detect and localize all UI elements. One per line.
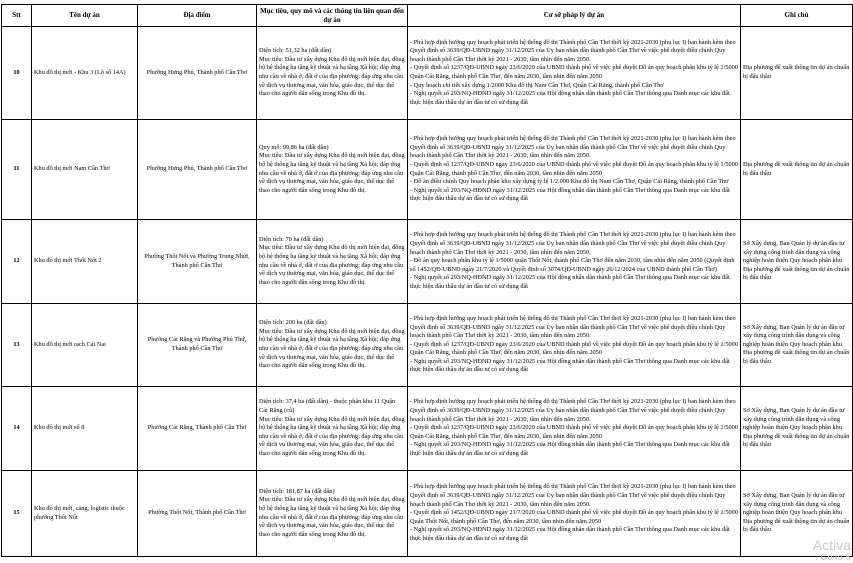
cell-location: Phường Cái Răng, Thành phố Cần Thơ: [138, 387, 257, 471]
header-objectives: Mục tiêu, quy mô và các thông tin liên quan đến dự án: [257, 5, 408, 27]
cell-project-name: Khu đô thị mới rạch Cái Nai: [32, 304, 138, 387]
cell-project-name: Khu đô thị mới Nam Cần Thơ: [32, 120, 138, 220]
project-table: [1, 4, 853, 557]
cell-objectives: Diện tích: 37,4 ha (đất dân) - thuộc phân khu 11 Quận Cái Răng (cũ) Mục tiêu: Đầu tư xây dựng Khu đô thị mới hiện đại, đồng bộ hệ thống hạ tầng kỹ thuật và hạ tầng Xã hội; đáp ứng nhu cầu về nhà ở, đất ở của địa phương; đáp ứng nhu cầu về dịch vụ thương mại, văn hóa, giáo dục, thể dục thể thao cho người dân sống trong Khu đô thị.: [257, 387, 408, 471]
table-row: [2, 387, 853, 471]
cell-objectives: Diện tích: 70 ha (đất dân) Mục tiêu: Đầu tư xây dựng Khu đô thị mới hiện đại, đồng bộ hệ thống hạ tầng kỹ thuật và hạ tầng Xã hội; đáp ứng nhu cầu về nhà ở, đất ở của địa phương; đáp ứng nhu cầu về dịch vụ thương mại, văn hóa, giáo dục, thể dục thể thao cho người dân sống trong Khu đô thị.: [257, 220, 408, 304]
cell-objectives: Diện tích: 181,87 ha (đất dân) Mục tiêu: Đầu tư xây dựng Khu đô thị mới hiện đại, đồng bộ hệ thống hạ tầng kỹ thuật và hạ tầng Xã hội; đáp ứng nhu cầu về nhà ở, đất ở của địa phương; đáp ứng nhu cầu về dịch vụ thương mại, văn hóa, giáo dục, thể dục thể thao cho người dân sống trong Khu đô thị.: [257, 471, 408, 557]
header-stt: Stt: [2, 5, 32, 27]
watermark-line-2: Go to S: [820, 552, 851, 562]
header-notes: Ghi chú: [741, 5, 853, 27]
cell-project-name: Khu đô thị mới Thốt Nốt 2: [32, 220, 138, 304]
activation-watermark: [813, 539, 851, 563]
cell-project-name: Khu đô thị mới, cảng, logistic thuộc phường Thốt Nốt: [32, 471, 138, 557]
cell-legal-basis: - Phù hợp định hướng quy hoạch phát triển hệ thống đô thị Thành phố Cần Thơ thời kỳ 2021-2030 (phụ lục I) ban hành kèm theo Quyết định số 3639/QĐ-UBND ngày 31/12/2025 của Ủy ban nhân dân thành phố Cần Thơ về việc phê duyệt điều chỉnh Quy hoạch thành phố Cần Thơ thời kỳ 2021 - 2030, tầm nhìn đến năm 2050. - Quyết định số 1237/QĐ-UBND ngày 23/6/2020 của UBND thành phố về việc phê duyệt Đồ án quy hoạch phân khu tỷ lệ 1/5000 Quận Cái Răng, thành phố Cần Thơ, đến năm 2030, tầm nhìn đến năm 2050 - Quy hoạch chi tiết xây dựng 1/2000 Khu đô thị Nam Cần Thơ, Quận Cái Răng, thành phố Cần Thơ - Nghị quyết số 293/NQ-HĐND ngày 31/12/2025 của Hội đồng nhân dân thành phố Cần Thơ thông qua Danh mục các khu đất thực hiện đấu thầu dự án đầu tư có sử dụng đất: [408, 27, 741, 120]
cell-stt: 11: [2, 120, 32, 220]
cell-legal-basis: - Phù hợp định hướng quy hoạch phát triển hệ thống đô thị Thành phố Cần Thơ thời kỳ 2021-2030 (phụ lục I) ban hành kèm theo Quyết định số 3639/QĐ-UBND ngày 31/12/2025 của Ủy ban nhân dân thành phố Cần Thơ về việc phê duyệt điều chỉnh Quy hoạch thành phố Cần Thơ thời kỳ 2021 - 2030, tầm nhìn đến năm 2050. - Đồ án quy hoạch phân khu tỷ lệ 1/5000 quận Thốt Nốt, thành phố Cần Thơ đến năm 2030, tầm nhìn đến năm 2050 (Quyết định số 1452/QĐ-UBND ngày 21/7/2020 và Quyết định số 3074/QĐ-UBND ngày 26/12/2024 của UBND thành phố Cần Thơ) - Nghị quyết số 293/NQ-HĐND ngày 31/12/2025 của Hội đồng nhân dân thành phố Cần Thơ thông qua Danh mục các khu đất thực hiện đấu thầu dự án đầu tư có sử dụng đất: [408, 220, 741, 304]
header-legal-basis: Cơ sở pháp lý dự án: [408, 5, 741, 27]
cell-stt: 15: [2, 471, 32, 557]
cell-location: Phường Thốt Nốt và Phường Trung Nhứt, Thành phố Cần Thơ: [138, 220, 257, 304]
cell-legal-basis: - Phù hợp định hướng quy hoạch phát triển hệ thống đô thị Thành phố Cần Thơ thời kỳ 2021-2030 (phụ lục I) ban hành kèm theo Quyết định số 3639/QĐ-UBND ngày 31/12/2025 của Ủy ban nhân dân thành phố Cần Thơ về việc phê duyệt điều chỉnh Quy hoạch thành phố Cần Thơ thời kỳ 2021 - 2030, tầm nhìn đến năm 2050. - Quyết định số 1237/QĐ-UBND ngày 23/6/2020 của UBND thành phố về việc phê duyệt Đồ án quy hoạch phân khu tỷ lệ 1/5000 Quận Cái Răng, thành phố Cần Thơ, đến năm 2030, tầm nhìn đến năm 2050 - Đồ án điều chỉnh Quy hoạch phân khu xây dựng tỷ lệ 1/2.000 Khu đô thị Nam Cần Thơ, Quận Cái Răng, thành phố Cần Thơ - Nghị quyết số 293/NQ-HĐND ngày 31/12/2025 của Hội đồng nhân dân thành phố Cần Thơ thông qua Danh mục các khu đất thực hiện đấu thầu dự án đầu tư có sử dụng đất: [408, 120, 741, 220]
cell-objectives: Diện tích: 51,32 ha (đất dân) Mục tiêu: Đầu tư xây dựng Khu đô thị mới hiện đại, đồng bộ hệ thống hạ tầng kỹ thuật và hạ tầng Xã hội; đáp ứng nhu cầu về nhà ở, đất ở của địa phương; đáp ứng nhu cầu về dịch vụ thương mại, văn hóa, giáo dục, thể dục thể thao cho người dân sống trong Khu đô thị.: [257, 27, 408, 120]
cell-notes: Sở Xây dựng, Ban Quản lý dự án đầu tư xây dựng công trình dân dụng và công nghiệp hoàn thiện Quy hoạch phân khu Địa phương để xuất thông tin dự án chuẩn bị đấu thầu: [741, 471, 853, 557]
cell-notes: Địa phương để xuất thông tin dự án chuẩn bị đấu thầu: [741, 27, 853, 120]
cell-project-name: Khu đô thị mới - Khu 3 (Lô số 14A): [32, 27, 138, 120]
watermark-line-1: Activa: [812, 537, 851, 553]
cell-stt: 13: [2, 304, 32, 387]
cell-objectives: Quy mô: 99,86 ha (đất dân) Mục tiêu: Đầu tư xây dựng Khu đô thị mới hiện đại, đồng bộ hệ thống hạ tầng kỹ thuật và hạ tầng Xã hội; đáp ứng nhu cầu về nhà ở, đất ở của địa phương; đáp ứng nhu cầu về dịch vụ thương mại, văn hóa, giáo dục, thể dục thể thao cho người dân sống trong Khu đô thị.: [257, 120, 408, 220]
cell-stt: 12: [2, 220, 32, 304]
table-header-row: [2, 5, 853, 27]
table-row: [2, 120, 853, 220]
table-row: [2, 27, 853, 120]
table-row: [2, 471, 853, 557]
header-project-name: Tên dự án: [32, 5, 138, 27]
table-row: [2, 304, 853, 387]
cell-notes: Sở Xây dựng, Ban Quản lý dự án đầu tư xây dựng công trình dân dụng và công nghiệp hoàn thiện Quy hoạch phân khu Địa phương để xuất thông tin dự án chuẩn bị đấu thầu: [741, 220, 853, 304]
cell-legal-basis: - Phù hợp định hướng quy hoạch phát triển hệ thống đô thị Thành phố Cần Thơ thời kỳ 2021-2030 (phụ lục I) ban hành kèm theo Quyết định số 3639/QĐ-UBND ngày 31/12/2025 của Ủy ban nhân dân thành phố Cần Thơ về việc phê duyệt điều chỉnh Quy hoạch thành phố Cần Thơ thời kỳ 2021 - 2030, tầm nhìn đến năm 2050. - Quyết định số 1237/QĐ-UBND ngày 23/6/2020 của UBND thành phố về việc phê duyệt Đồ án quy hoạch phân khu tỷ lệ 1/5000 Quận Cái Răng, thành phố Cần Thơ, đến năm 2030, tầm nhìn đến năm 2050 - Nghị quyết số 293/NQ-HĐND ngày 31/12/2025 của Hội đồng nhân dân thành phố Cần Thơ thông qua Danh mục các khu đất thực hiện đấu thầu dự án đầu tư có sử dụng đất: [408, 387, 741, 471]
cell-project-name: Khu đô thị mới số 8: [32, 387, 138, 471]
cell-location: Phường Hưng Phú, Thành phố Cần Thơ: [138, 120, 257, 220]
cell-notes: Địa phương để xuất thông tin dự án chuẩn bị đấu thầu: [741, 120, 853, 220]
cell-notes: Sở Xây dựng, Ban Quản lý dự án đầu tư xây dựng công trình dân dụng và công nghiệp hoàn thiện Quy hoạch phân khu Địa phương để xuất thông tin dự án chuẩn bị đấu thầu: [741, 387, 853, 471]
cell-stt: 10: [2, 27, 32, 120]
cell-notes: Sở Xây dựng, Ban Quản lý dự án đầu tư xây dựng công trình dân dụng và công nghiệp hoàn thiện Quy hoạch phân khu Địa phương để xuất thông tin dự án chuẩn bị đấu thầu: [741, 304, 853, 387]
cell-legal-basis: - Phù hợp định hướng quy hoạch phát triển hệ thống đô thị Thành phố Cần Thơ thời kỳ 2021-2030 (phụ lục I) ban hành kèm theo Quyết định số 3639/QĐ-UBND ngày 31/12/2025 của Ủy ban nhân dân thành phố Cần Thơ về việc phê duyệt điều chỉnh Quy hoạch thành phố Cần Thơ thời kỳ 2021 - 2030, tầm nhìn đến năm 2050. - Quyết định số 1237/QĐ-UBND ngày 23/6/2020 của UBND thành phố về việc phê duyệt Đồ án quy hoạch phân khu tỷ lệ 1/5000 Quận Cái Răng, thành phố Cần Thơ, đến năm 2030, tầm nhìn đến năm 2050 - Nghị quyết số 293/NQ-HĐND ngày 31/12/2025 của Hội đồng nhân dân thành phố Cần Thơ thông qua Danh mục các khu đất thực hiện đấu thầu dự án đầu tư có sử dụng đất: [408, 304, 741, 387]
cell-stt: 14: [2, 387, 32, 471]
cell-location: Phường Thốt Nốt, Thành phố Cần Thơ: [138, 471, 257, 557]
cell-legal-basis: - Phù hợp định hướng quy hoạch phát triển hệ thống đô thị Thành phố Cần Thơ thời kỳ 2021-2030 (phụ lục I) ban hành kèm theo Quyết định số 3639/QĐ-UBND ngày 31/12/2025 của Ủy ban nhân dân thành phố Cần Thơ về việc phê duyệt điều chỉnh Quy hoạch thành phố Cần Thơ thời kỳ 2021 - 2030, tầm nhìn đến năm 2050. - Quyết định số 1452/QĐ-UBND ngày 21/7/2020 của UBND thành phố về việc phê duyệt Đồ án quy hoạch phân khu tỷ lệ 1/5000 Quận Thốt Nốt, thành phố Cần Thơ, đến năm 2030, tầm nhìn đến năm 2050 - Nghị quyết số 293/NQ-HĐND ngày 31/12/2025 của Hội đồng nhân dân thành phố Cần Thơ thông qua Danh mục các khu đất thực hiện đấu thầu dự án đầu tư có sử dụng đất: [408, 471, 741, 557]
cell-location: Phường Hưng Phú, Thành phố Cần Thơ: [138, 27, 257, 120]
table-row: [2, 220, 853, 304]
cell-objectives: Diện tích: 200 ha (đất dân) Mục tiêu: Đầu tư xây dựng Khu đô thị mới hiện đại, đồng bộ hệ thống hạ tầng kỹ thuật và hạ tầng Xã hội; đáp ứng nhu cầu về nhà ở, đất ở của địa phương; đáp ứng nhu cầu về dịch vụ thương mại, văn hóa, giáo dục, thể dục thể thao cho người dân sống trong Khu đô thị.: [257, 304, 408, 387]
header-location: Địa điểm: [138, 5, 257, 27]
cell-location: Phường Cái Răng và Phường Phú Thứ, Thành phố Cần Thơ: [138, 304, 257, 387]
